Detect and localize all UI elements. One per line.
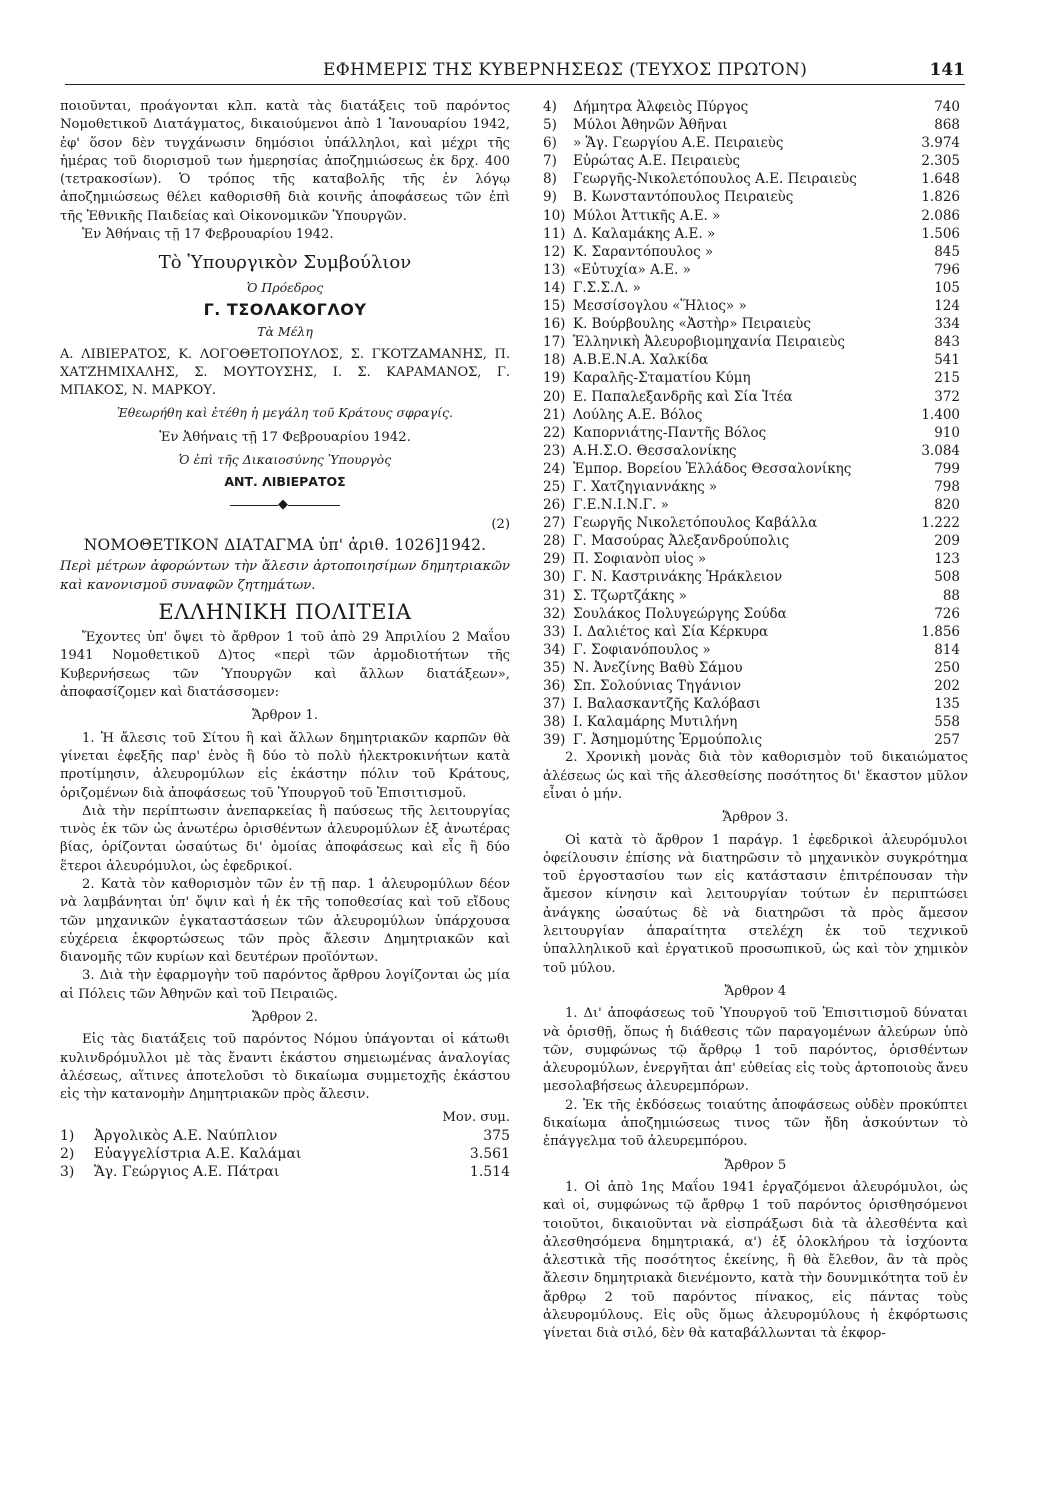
members-label: Τὰ Μέλη xyxy=(257,324,313,340)
item-number: 32) xyxy=(543,605,566,622)
header-rule xyxy=(65,84,965,85)
item-name: Κ. Βούρβουλης «Ἀστὴρ» Πειραιεὺς xyxy=(573,316,811,333)
item-name: Γ. Σοφιανόπουλος » xyxy=(573,641,711,658)
page-header xyxy=(65,60,965,84)
item-name: Κ. Σαραντόπουλος » xyxy=(573,243,714,260)
list-item xyxy=(543,152,968,170)
article-2-paragraph-1: Εἰς τὰς διατάξεις τοῦ παρόντος Νόμου ὑπάγονται οἱ κάτωθι κυλινδρόμυλλοι μὲ τὰς ἔναντι ἑκάστου σημειωμένας ἀναλογίας ἀλέσεως, αἵτινες ἀποτελοῦσι τὸ δικαίωμα συμμετοχῆς ἑκάστου εἰς τὴν κατανομὴν Δημητριακῶν πρὸς ἄλεσιν. xyxy=(60,1032,510,1103)
item-number: 24) xyxy=(543,460,566,477)
item-number: 12) xyxy=(543,243,566,260)
item-name: Γ.Σ.Σ.Λ. » xyxy=(573,279,641,296)
item-number: 34) xyxy=(543,641,566,658)
list-item xyxy=(543,369,968,387)
item-value: 334 xyxy=(934,316,960,333)
president-name: Γ. ΤΣΟΛΑΚΟΓΛΟΥ xyxy=(203,299,367,319)
article-4-paragraph-1: 1. Δι' ἀποφάσεως τοῦ Ὑπουργοῦ τοῦ Ἐπισιτισμοῦ δύναται νὰ ὁρισθῇ, ὅπως ἡ διάθεσις τῶν παραγομένων ἀλεύρων ὑπὸ τῶν, συμφώνως τῷ ἄρθρῳ 1 τοῦ παρόντος, ὁρισθέντων ἀλευρομύλων, ἐνεργῆται ἀπ' εὐθείας εἰς τοὺς ἀρτοποιοὺς ἄνευ μεσολαβήσεως ἀλευρεμπόρων. xyxy=(543,1006,968,1095)
diamond-icon: ◆ xyxy=(278,496,288,512)
item-number: 16) xyxy=(543,316,566,333)
item-name: Ἐμπορ. Βορείου Ἑλλάδος Θεσσαλονίκης xyxy=(573,460,852,477)
item-number: 8) xyxy=(543,171,557,188)
item-name: Μύλοι Ἀττικῆς Α.Ε. » xyxy=(573,207,721,224)
item-name: Β. Κωνσταντόπουλος Πειραιεὺς xyxy=(573,189,794,206)
item-number: 29) xyxy=(543,551,566,568)
item-value: 88 xyxy=(942,587,960,604)
item-number: 3) xyxy=(60,1164,75,1181)
list-item xyxy=(543,170,968,188)
mills-list-continued xyxy=(543,98,968,749)
item-name: Ι. Καλαμάρης Μυτιλήνη xyxy=(573,714,738,731)
item-name: Μεσσίσογλου «Ἥλιος» » xyxy=(573,298,747,315)
item-number: 19) xyxy=(543,370,566,387)
item-name: Γεωργῆς Νικολετόπουλος Καβάλλα xyxy=(573,515,818,532)
list-item xyxy=(543,496,968,514)
list-item xyxy=(543,641,968,659)
president-label: Ὁ Πρόεδρος xyxy=(246,279,324,295)
list-item xyxy=(543,568,968,586)
item-name: Ι. Βαλασκαντζῆς Καλόβασι xyxy=(573,696,761,713)
list-item xyxy=(543,713,968,731)
article-5-title: Ἄρθρον 5 xyxy=(724,1157,787,1173)
seal-line: Ἐθεωρήθη καὶ ἐτέθη ἡ μεγάλη τοῦ Κράτους σφραγίς. xyxy=(117,405,453,421)
list-item xyxy=(543,279,968,297)
item-number: 15) xyxy=(543,298,566,315)
item-value: 3.561 xyxy=(469,1146,510,1163)
item-number: 37) xyxy=(543,696,566,713)
item-name: Ἅγ. Γεώργιος Α.Ε. Πάτραι xyxy=(94,1164,280,1181)
item-name: Ν. Ἀνεζίνης Βαθὺ Σάμου xyxy=(573,659,743,676)
list-item xyxy=(543,388,968,406)
item-number: 25) xyxy=(543,478,566,495)
list-item xyxy=(543,623,968,641)
item-number: 38) xyxy=(543,714,566,731)
list-item xyxy=(543,297,968,315)
item-name: Π. Σοφιανὸπ υἱος » xyxy=(573,551,707,568)
item-value: 843 xyxy=(934,334,960,351)
list-item xyxy=(543,261,968,279)
list-item xyxy=(543,442,968,460)
decree-number: (2) xyxy=(491,516,510,532)
list-item xyxy=(543,351,968,369)
list-item xyxy=(543,587,968,605)
item-value: 2.086 xyxy=(921,207,960,224)
item-name: Λούλης Α.Ε. Βόλος xyxy=(573,406,703,423)
item-name: Α.Β.Ε.Ν.Α. Χαλκίδα xyxy=(573,352,709,369)
justice-minister-name: ΑΝΤ. ΛΙΒΙΕΡΑΤΟΣ xyxy=(224,474,346,490)
item-value: 209 xyxy=(934,533,960,550)
item-number: 22) xyxy=(543,424,566,441)
item-value: 796 xyxy=(934,261,960,278)
item-number: 17) xyxy=(543,334,566,351)
item-name: Ε. Παπαλεξανδρῆς καὶ Σία Ἰτέα xyxy=(573,388,793,405)
item-value: 372 xyxy=(934,388,960,405)
item-number: 23) xyxy=(543,442,566,459)
item-value: 1.400 xyxy=(921,406,960,423)
list-item xyxy=(543,731,968,749)
item-number: 21) xyxy=(543,406,566,423)
list-item xyxy=(543,532,968,550)
item-name: Σπ. Σολούνιας Τηγάνιον xyxy=(573,678,742,694)
date-line-1: Ἐν Ἀθήναις τῇ 17 Φεβρουαρίου 1942. xyxy=(82,227,334,243)
item-number: 18) xyxy=(543,352,566,369)
item-value: 105 xyxy=(934,279,960,296)
article-1-paragraph-2: Διὰ τὴν περίπτωσιν ἀνεπαρκείας ἢ παύσεως τῆς λειτουργίας τινὸς ἐκ τῶν ὡς ἀνωτέρω ὁρισθέντων ἀλευρομύλων ἐξ ἀνωτέρας βίας, ὁρίζονται ὡσαύτως δι' ὁμοίας ἀποφάσεως καὶ εἷς ἢ δύο ἕτεροι ἀλευρόμυλοι, ὡς ἐφεδρικοί. xyxy=(60,803,510,874)
item-value: 1.856 xyxy=(921,623,960,640)
article-1-title: Ἄρθρον 1. xyxy=(252,708,318,724)
list-item xyxy=(543,98,968,116)
item-name: Εὐαγγελίστρια Α.Ε. Καλάμαι xyxy=(94,1146,302,1163)
intro-paragraph: ποιοῦνται, προάγονται κλπ. κατὰ τὰς διατάξεις τοῦ παρόντος Νομοθετικοῦ Διατάγματος, δικαιούμενοι ἀπὸ 1 Ἰανουαρίου 1942, ἐφ' ὅσον δὲν τυγχάνωσιν δημόσιοι ὑπάλληλοι, καὶ μέχρι τῆς ἡμέρας τοῦ διορισμοῦ των ἡμερησίας ἀποζημιώσεως ἐκ δρχ. 400 (τετρακοσίων). Ὁ τρόπος τῆς καταβολῆς τῆς ἐν λόγῳ ἀποζημιώσεως θέλει καθορισθῆ διὰ κοινῆς ἀποφάσεως τῶν ἐπὶ τῆς Ἐθνικῆς Παιδείας καὶ Οἰκονομικῶν Ὑπουργῶν. xyxy=(60,99,510,224)
item-number: 14) xyxy=(543,279,566,296)
item-value: 202 xyxy=(934,678,960,694)
article-1-paragraph-4: 3. Διὰ τὴν ἐφαρμογὴν τοῦ παρόντος ἄρθρου λογίζονται ὡς μία αἱ Πόλεις τῶν Ἀθηνῶν καὶ τοῦ Πειραιῶς. xyxy=(60,968,510,1002)
item-number: 6) xyxy=(543,135,557,152)
list-item xyxy=(543,605,968,623)
item-name: » Ἅγ. Γεωργίου Α.Ε. Πειραιεὺς xyxy=(573,135,784,152)
item-number: 5) xyxy=(543,117,557,134)
article-3-paragraph-1: Οἱ κατὰ τὸ ἄρθρον 1 παράγρ. 1 ἐφεδρικοὶ ἀλευρόμυλοι ὀφείλουσιν ἐπίσης νὰ διατηρῶσιν τὸ μηχανικὸν συγκρότημα τοῦ ἐργοστασίου των εἰς κατάστασιν ἐπιτρέπουσαν τὴν ἄμεσον κίνησιν καὶ λειτουργίαν τούτων ἐν περιπτώσει ἀνάγκης ὡσαύτως δὲ νὰ διατηρῶσι τὰ πρὸς ἄμεσον λειτουργίαν ἀπαραίτητα στελέχη ἐκ τοῦ τεχνικοῦ ὑπαλληλικοῦ καὶ ἐργατικοῦ προσωπικοῦ, ὡς καὶ τὸν χημικὸν τοῦ μύλου. xyxy=(543,832,968,976)
item-value: 820 xyxy=(934,497,960,514)
item-name: Γ. Ν. Καστρινάκης Ἡράκλειον xyxy=(573,569,783,586)
item-value: 1.506 xyxy=(921,225,960,242)
list-item xyxy=(60,1145,510,1163)
list-item xyxy=(543,134,968,152)
article-5-paragraph-1: 1. Οἱ ἀπὸ 1ης Μαΐου 1941 ἐργαζόμενοι ἀλευρόμυλοι, ὡς καὶ οἱ, συμφώνως τῷ ἄρθρῳ 1 τοῦ παρόντος ὁρισθησόμενοι τοιοῦτοι, δικαιοῦνται νὰ εἰσπράξωσι διὰ τὰ ἀλεσθέντα καὶ ἀλεσθησόμενα δημητριακά, α') ἐξ ὁλοκλήρου τὰ ἰσχύοντα ἀλεστικὰ τῆς ποσότητος ἐκείνης, ἣ θὰ ἔλεθον, ἂν τὰ πρὸς ἄλεσιν δημητριακὰ διενέμοντο, κατὰ τὴν δουνμικότητα τοῦ ἐν ἄρθρῳ 2 τοῦ παρόντος πίνακος, εἰς πάντας τοὺς ἀλευρομύλους. Εἰς οὓς ὅμως ἀλευρομύλους ἡ ἐκφόρτωσις γίνεται διὰ σιλό, δὲν θὰ καταβάλλωνται τὰ ἐκφορ- xyxy=(543,1179,968,1342)
left-column xyxy=(60,98,510,1182)
item-number: 36) xyxy=(543,678,566,694)
list-item xyxy=(543,550,968,568)
item-value: 1.648 xyxy=(921,171,960,188)
list-item xyxy=(60,1163,510,1181)
item-name: Ἀργολικὸς Α.Ε. Ναύπλιον xyxy=(94,1127,278,1144)
article-4-title: Ἄρθρον 4 xyxy=(724,983,787,999)
article-4-paragraph-2: 2. Ἐκ τῆς ἐκδόσεως τοιαύτης ἀποφάσεως οὐδὲν προκύπτει δικαίωμα ἀποζημιώσεως τινος τῶν ἤδη ἀσκούντων τὸ ἐπάγγελμα τοῦ ἀλευρεμπόρου. xyxy=(543,1097,968,1150)
article-1-paragraph-1: 1. Ἡ ἄλεσις τοῦ Σίτου ἢ καὶ ἄλλων δημητριακῶν καρπῶν θὰ γίνεται ἐφεξῆς παρ' ἑνὸς ἢ δύο τὸ πολὺ ἠλεκτροκινήτων κατὰ προτίμησιν, ἀλευρομύλων εἰς ἑκάστην πόλιν τοῦ Κράτους, ὁριζομένων διὰ ἀποφάσεως τοῦ Ὑπουργοῦ τοῦ Ἐπισιτισμοῦ. xyxy=(60,730,510,801)
decree-subject: Περὶ μέτρων ἀφορώντων τὴν ἄλεσιν ἀρτοποιησίμων δημητριακῶν καὶ κανονισμοῦ συναφῶν ζητημάτων. xyxy=(60,559,510,593)
item-number: 35) xyxy=(543,659,566,676)
right-column xyxy=(543,98,968,1344)
state-heading: ΕΛΛΗΝΙΚΗ ΠΟΛΙΤΕΙΑ xyxy=(158,599,412,624)
item-value: 135 xyxy=(934,696,960,713)
item-value: 257 xyxy=(934,732,960,749)
article-3-title: Ἄρθρον 3. xyxy=(722,810,789,826)
item-name: Γεωργῆς-Νικολετόπουλος Α.Ε. Πειραιεὺς xyxy=(573,171,857,188)
item-number: 4) xyxy=(543,99,557,115)
item-number: 13) xyxy=(543,261,566,278)
item-value: 541 xyxy=(934,352,960,369)
item-name: Γ. Χατζηγιαννάκης » xyxy=(573,478,718,495)
item-number: 39) xyxy=(543,732,566,749)
item-value: 215 xyxy=(934,370,960,387)
list-item xyxy=(543,207,968,225)
list-item xyxy=(543,225,968,243)
item-value: 814 xyxy=(934,641,960,658)
list-item xyxy=(543,406,968,424)
justice-minister-label: Ὁ ἐπὶ τῆς Δικαιοσύνης Ὑπουργὸς xyxy=(178,452,392,468)
list-item xyxy=(543,677,968,695)
page-number: 141 xyxy=(929,60,965,80)
item-name: Σουλάκος Πολυγεώργης Σούδα xyxy=(573,605,787,622)
list-item xyxy=(543,116,968,134)
article-2-paragraph-2: 2. Χρονικὴ μονὰς διὰ τὸν καθορισμὸν τοῦ δικαιώματος ἀλέσεως ὡς καὶ τῆς ἀλεσθείσης ποσότητος δι' ἕκαστον μῦλον εἶναι ὁ μήν. xyxy=(543,750,968,802)
date-line-2: Ἐν Ἀθήναις τῇ 17 Φεβρουαρίου 1942. xyxy=(159,429,411,445)
item-name: «Εὐτυχία» Α.Ε. » xyxy=(573,261,691,278)
item-value: 910 xyxy=(934,424,960,441)
item-value: 868 xyxy=(934,117,960,134)
item-value: 1.222 xyxy=(921,515,960,532)
item-name: Δ. Καλαμάκης Α.Ε. » xyxy=(573,225,716,242)
item-number: 30) xyxy=(543,569,566,586)
item-value: 250 xyxy=(934,659,960,676)
item-value: 740 xyxy=(934,99,960,115)
item-name: Καπορνιάτης-Παντῆς Βόλος xyxy=(573,424,767,441)
item-value: 1.514 xyxy=(469,1164,510,1181)
item-value: 508 xyxy=(934,569,960,586)
item-number: 10) xyxy=(543,207,566,224)
item-name: Δήμητρα Ἀλφειὸς Πύργος xyxy=(573,99,749,115)
item-name: Καραλῆς-Σταματίου Κύμη xyxy=(573,370,751,387)
item-name: Γ. Μασούρας Ἀλεξανδρούπολις xyxy=(573,533,790,550)
article-2-title: Ἄρθρον 2. xyxy=(252,1010,318,1026)
item-value: 2.305 xyxy=(921,153,960,170)
council-title: Τὸ Ὑπουργικὸν Συμβούλιον xyxy=(158,252,412,274)
item-name: Γ.Ε.Ν.Ι.Ν.Γ. » xyxy=(573,497,669,514)
item-value: 3.974 xyxy=(921,135,960,152)
list-item xyxy=(543,659,968,677)
item-name: Εὐρώτας Α.Ε. Πειραιεὺς xyxy=(573,153,741,170)
item-value: 3.084 xyxy=(921,442,960,459)
item-value: 558 xyxy=(934,714,960,731)
list-item xyxy=(543,424,968,442)
item-number: 9) xyxy=(543,189,557,206)
item-number: 31) xyxy=(543,587,566,604)
list-item xyxy=(60,1127,510,1145)
item-name: Α.Η.Σ.Ο. Θεσσαλονίκης xyxy=(573,442,737,459)
item-name: Γ. Ἀσημομύτης Ἑρμούπολις xyxy=(573,732,763,749)
item-name: Μύλοι Ἀθηνῶν Ἀθῆναι xyxy=(573,117,728,134)
list-item xyxy=(543,460,968,478)
units-label: Μον. συμ. xyxy=(442,1109,510,1125)
list-item xyxy=(543,478,968,496)
list-item xyxy=(543,333,968,351)
item-number: 27) xyxy=(543,515,566,532)
mills-list-start xyxy=(60,1127,510,1182)
item-value: 798 xyxy=(934,478,960,495)
list-item xyxy=(543,188,968,206)
item-value: 123 xyxy=(934,551,960,568)
item-number: 28) xyxy=(543,533,566,550)
gazette-title: ΕΦΗΜΕΡΙΣ ΤΗΣ ΚΥΒΕΡΝΗΣΕΩΣ (ΤΕΥΧΟΣ ΠΡΩΤΟΝ) xyxy=(323,60,808,80)
item-number: 26) xyxy=(543,497,566,514)
item-value: 845 xyxy=(934,243,960,260)
item-number: 20) xyxy=(543,388,566,405)
article-1-paragraph-3: 2. Κατὰ τὸν καθορισμὸν τῶν ἐν τῇ παρ. 1 ἀλευρομύλων δέον νὰ λαμβάνηται ὑπ' ὄψιν καὶ ἡ ἐκ τῆς τοποθεσίας καὶ τοῦ εἴδους τῶν μηχανικῶν ἐγκαταστάσεων τῶν ἀλευρομύλων ὑπάρχουσα εὐχέρεια ἐκφορτώσεως τῶν πρὸς ἄλεσιν Δημητριακῶν καὶ διανομῆς τῶν κυρίων καὶ δευτέρων προϊόντων. xyxy=(60,876,510,966)
preamble: Ἔχοντες ὑπ' ὄψει τὸ ἄρθρον 1 τοῦ ἀπὸ 29 Ἀπριλίου 2 Μαΐου 1941 Νομοθετικοῦ Δ)τος «περὶ τῶν ἁρμοδιοτήτων τῆς Κυβερνήσεως τῶν Ὑπουργῶν καὶ ἄλλων διατάξεων», ἀποφασίζομεν καὶ διατάσσομεν: xyxy=(60,630,510,701)
item-number: 33) xyxy=(543,623,566,640)
item-number: 7) xyxy=(543,153,557,170)
item-value: 124 xyxy=(934,298,960,315)
list-item xyxy=(543,315,968,333)
item-name: Σ. Τζωρτζάκης » xyxy=(573,587,687,604)
item-name: Ι. Δαλιέτος καὶ Σία Κέρκυρα xyxy=(573,623,769,640)
item-value: 799 xyxy=(934,460,960,477)
list-item xyxy=(543,243,968,261)
list-item xyxy=(543,695,968,713)
list-item xyxy=(543,514,968,532)
item-number: 1) xyxy=(60,1127,75,1144)
decree-title: ΝΟΜΟΘΕΤΙΚΟΝ ΔΙΑΤΑΓΜΑ ὑπ' ἀριθ. 1026]1942. xyxy=(83,535,487,554)
item-value: 1.826 xyxy=(921,189,960,206)
item-value: 375 xyxy=(483,1127,510,1144)
item-name: Ἑλληνικὴ Ἀλευροβιομηχανία Πειραιεὺς xyxy=(573,334,845,351)
item-number: 11) xyxy=(543,225,566,242)
members-list: Α. ΛΙΒΙΕΡΑΤΟΣ, Κ. ΛΟΓΟΘΕΤΟΠΟΥΛΟΣ, Σ. ΓΚΟΤΖΑΜΑΝΗΣ, Π. ΧΑΤΖΗΜΙΧΑΛΗΣ, Σ. ΜΟΥΤΟΥΣΗΣ, Ι. Σ. ΚΑΡΑΜΑΝΟΣ, Γ. ΜΠΑΚΟΣ, Ν. ΜΑΡΚΟΥ. xyxy=(60,346,510,399)
item-number: 2) xyxy=(60,1146,75,1163)
item-value: 726 xyxy=(934,605,960,622)
section-divider xyxy=(230,496,340,514)
